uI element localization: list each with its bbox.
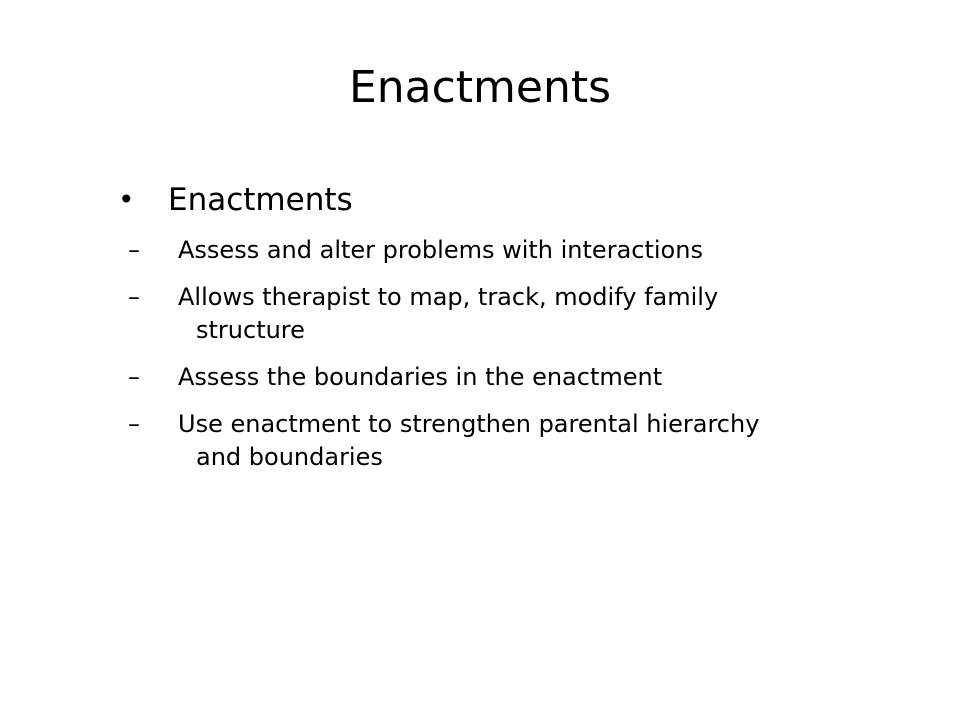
slide-content <box>118 178 878 488</box>
sub-bullet-line: Assess the boundaries in the enactment <box>178 363 663 391</box>
sub-bullet-text <box>178 281 868 347</box>
dash-icon: – <box>128 283 140 311</box>
sub-bullet-text <box>178 361 868 394</box>
sub-bullet-item <box>118 361 878 394</box>
sub-bullet-continuation: structure <box>196 316 305 344</box>
sub-bullet-item <box>118 408 878 474</box>
sub-bullet-text <box>178 408 868 474</box>
sub-bullet-list <box>118 234 878 474</box>
sub-bullet-item <box>118 234 878 267</box>
sub-bullet-text <box>178 234 868 267</box>
bullet-item <box>118 178 878 222</box>
sub-bullet-item <box>118 281 878 347</box>
sub-bullet-line: Assess and alter problems with interactions <box>178 236 703 264</box>
dash-icon: – <box>128 236 140 264</box>
sub-bullet-line: Allows therapist to map, track, modify family <box>178 283 719 311</box>
dash-icon: – <box>128 410 140 438</box>
sub-bullet-line: Use enactment to strengthen parental hierarchy <box>178 410 760 438</box>
bullet-dot-icon: • <box>118 183 135 216</box>
dash-icon: – <box>128 363 140 391</box>
bullet-text: Enactments <box>168 182 353 218</box>
slide-title: Enactments <box>348 62 612 113</box>
sub-bullet-continuation: and boundaries <box>196 443 383 471</box>
